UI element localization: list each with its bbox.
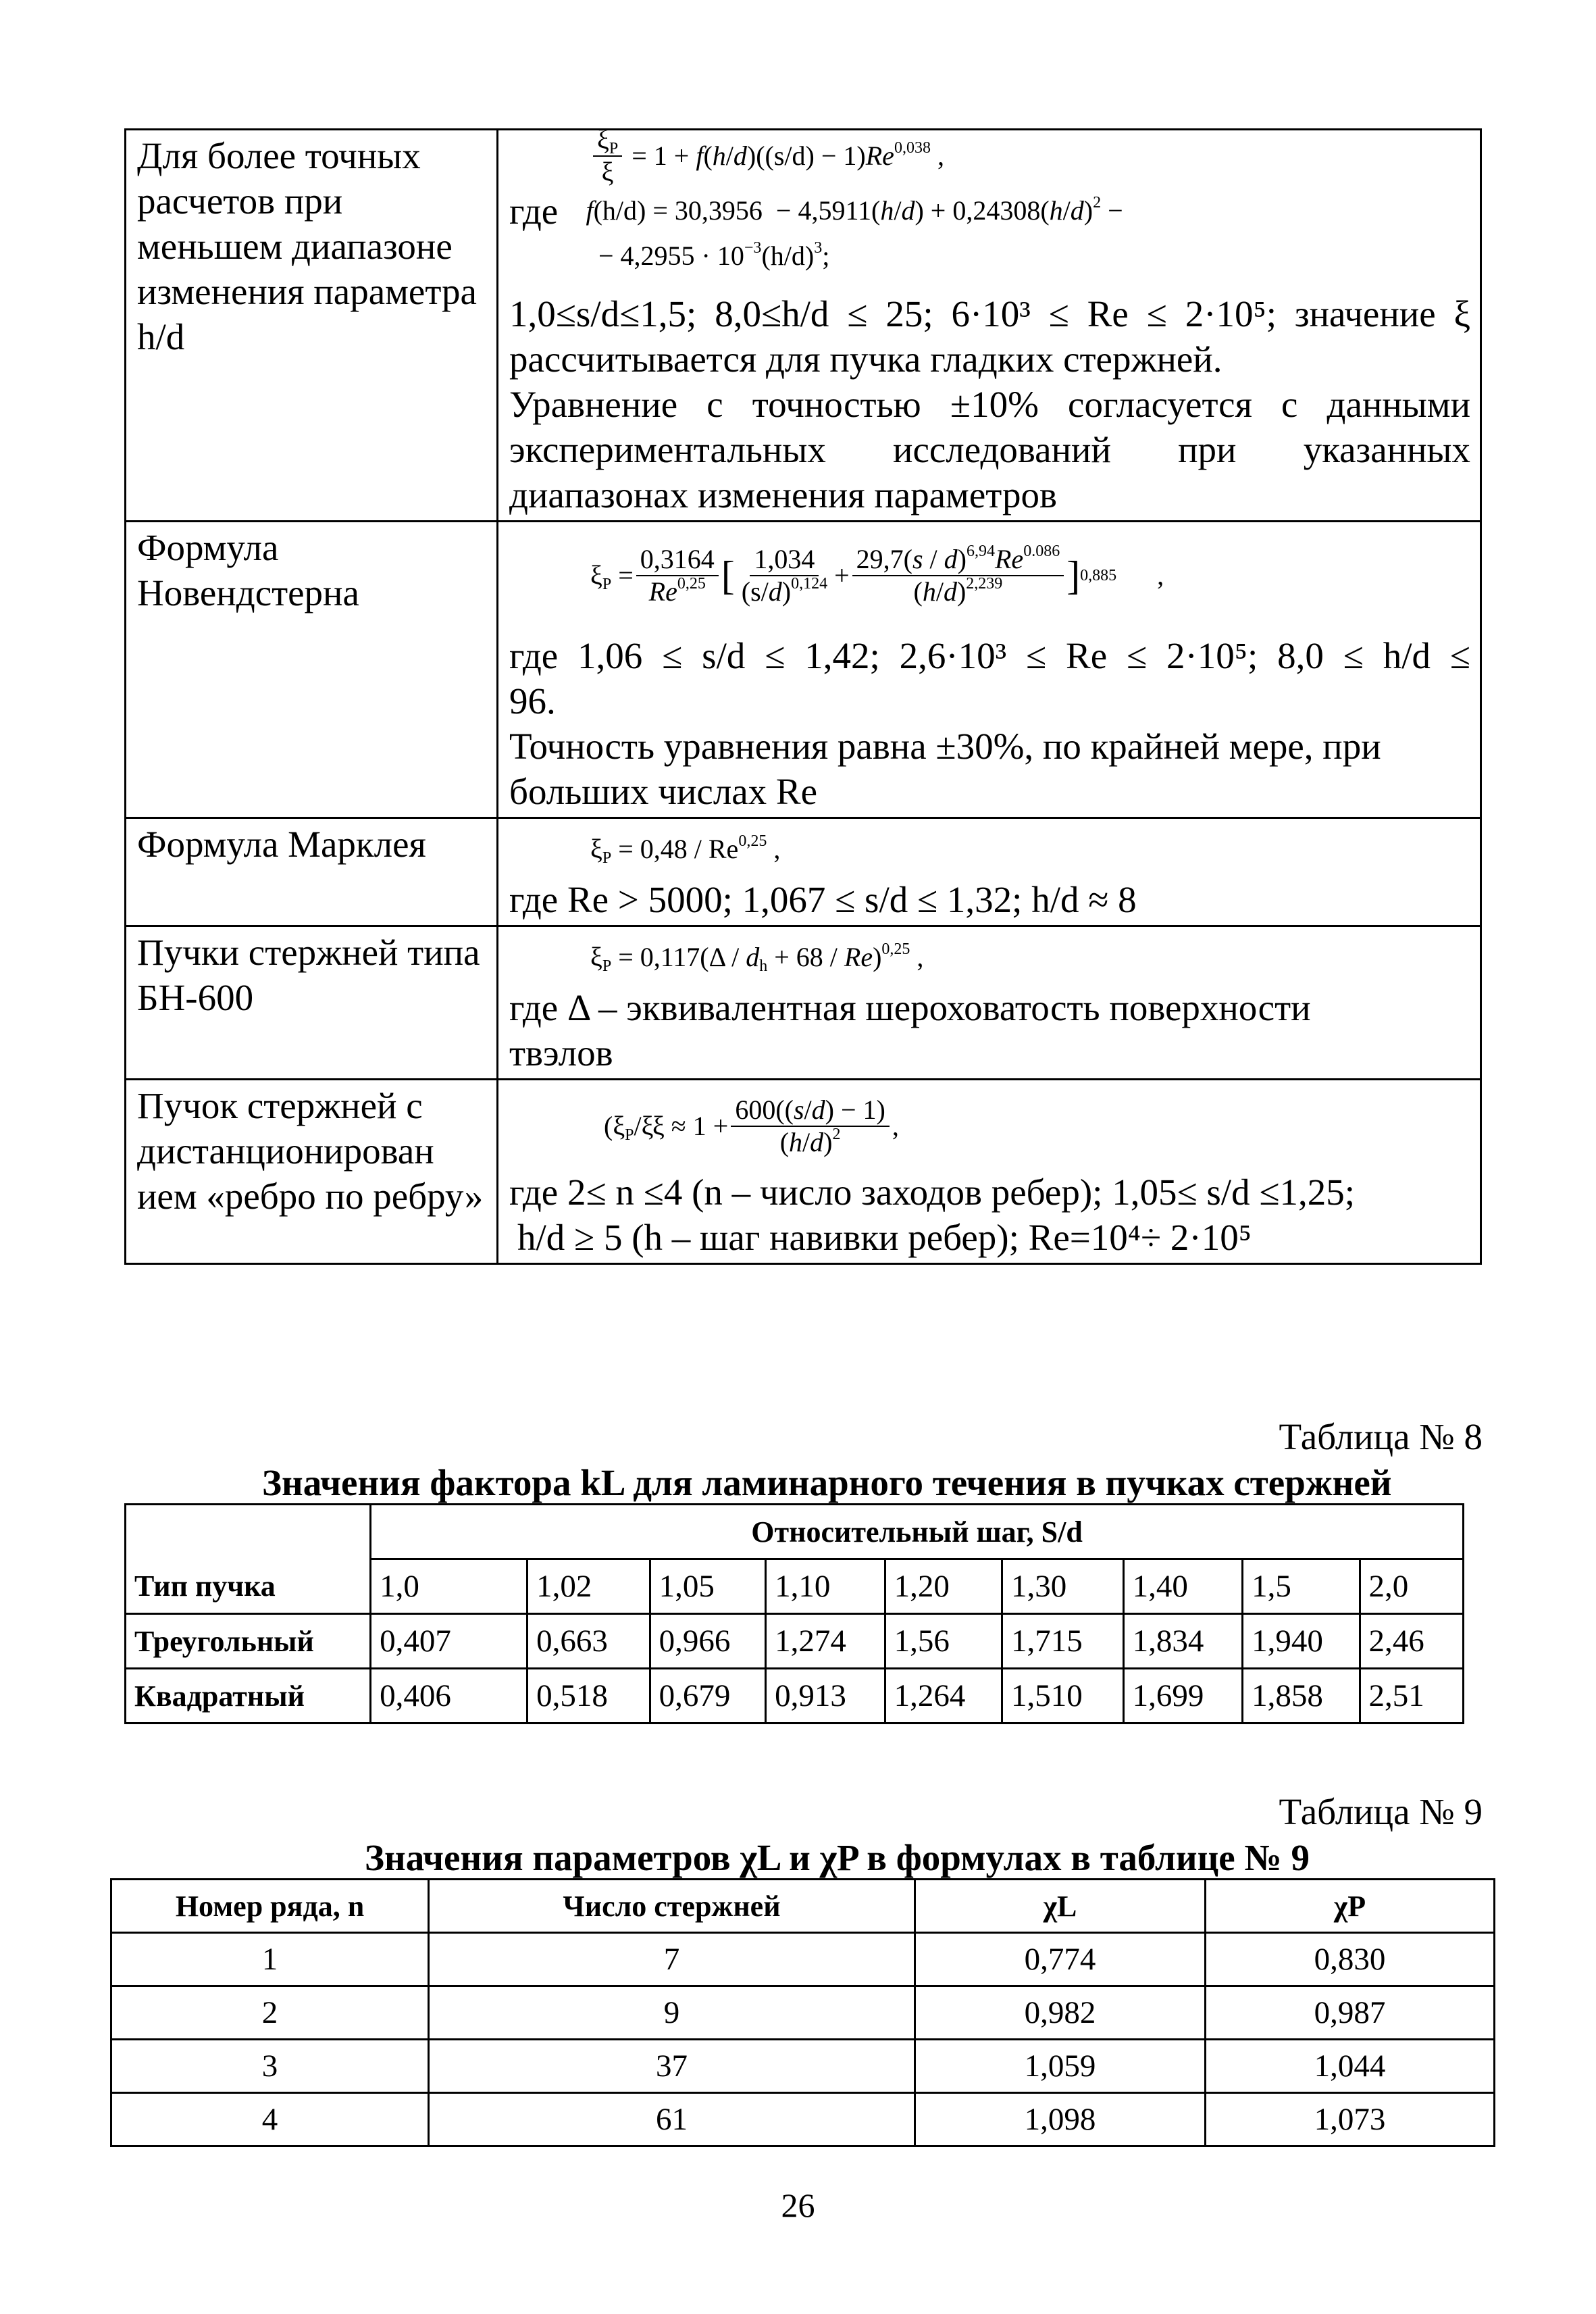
table9-number: Таблица № 9 [1279,1791,1483,1832]
table-row [111,1933,1495,1986]
table-cell: 0,966 [650,1614,765,1669]
row-label: Пучок стержней с дистанционирован ием «ребро по ребру» [126,1080,498,1264]
formula-conditions: где Δ – эквивалентная шероховатость поверхности [509,987,1311,1028]
table-row [111,1986,1495,2040]
table-cell: 1,699 [1123,1669,1243,1724]
column-header: Номер ряда, n [111,1880,429,1933]
formula-note: рассчитывается для пучка гладких стержней. [509,338,1222,380]
column-header: 1,20 [885,1559,1002,1614]
row-label: Формула Новендстерна [126,522,498,818]
table-row [111,2093,1495,2146]
column-header: 2,0 [1360,1559,1463,1614]
row-label: Формула Марклея [126,818,498,926]
column-header: 1,30 [1002,1559,1124,1614]
table-cell: 4 [111,2093,429,2146]
page-number: 26 [781,2186,815,2224]
column-header: χP [1206,1880,1495,1933]
column-header: 1,02 [527,1559,650,1614]
table-cell: 1,715 [1002,1614,1124,1669]
table-row [126,1614,1464,1669]
table-row [126,130,1481,522]
column-header: 1,05 [650,1559,765,1614]
formula-accuracy-2: экспериментальных исследований при указанных [509,429,1470,470]
formula-conditions: 1,0≤s/d≤1,5; 8,0≤h/d ≤ 25; 6·10³ ≤ Re ≤ 2·10⁵; значение ξ [509,293,1470,334]
table-cell: 0,830 [1206,1933,1495,1986]
column-header: 1,5 [1243,1559,1360,1614]
formula-where: где $f(h/d) = 30,3956 - 4,5911(h/d) + 0,24308(h/d)^2$ − [509,190,1123,232]
row-label: Пучки стержней типа БН-600 [126,926,498,1080]
row-content [498,926,1481,1080]
formula-conditions-cont: h/d ≥ 5 (h – шаг навивки ребер); Re=10⁴÷ 2·10⁵ [517,1217,1252,1258]
column-header: Число стержней [429,1880,915,1933]
row-label: Для более точных расчетов при меньшем диапазоне изменения параметра h/d [126,130,498,522]
formula-conditions: где 1,06 ≤ s/d ≤ 1,42; 2,6·10³ ≤ Re ≤ 2·10⁵; 8,0 ≤ h/d ≤ [509,635,1470,676]
table-cell: 1,510 [1002,1669,1124,1724]
row-name: Треугольный [126,1614,371,1669]
row-name: Квадратный [126,1669,371,1724]
table-cell: 0,982 [915,1986,1206,2040]
table-cell: 1,044 [1206,2040,1495,2093]
table-cell: 2,46 [1360,1614,1463,1669]
row-header: Тип пучка [126,1505,371,1614]
table-cell: 1 [111,1933,429,1986]
table-cell: 0,774 [915,1933,1206,1986]
formula-accuracy: Уравнение с точностью ±10% согласуется с данными [509,384,1470,425]
table-header-row [126,1505,1464,1559]
table-row [111,2040,1495,2093]
table9 [110,1878,1495,2147]
table8 [124,1503,1464,1724]
formula-accuracy-3: диапазонах изменения параметров [509,474,1057,515]
table-cell: 1,940 [1243,1614,1360,1669]
table-cell: 1,073 [1206,2093,1495,2146]
table-cell: 2 [111,1986,429,2040]
group-header: Относительный шаг, S/d [371,1505,1464,1559]
column-header: 1,0 [371,1559,527,1614]
table8-number: Таблица № 8 [1279,1416,1483,1457]
formula: $\xi_P = 0,48 / Re^{0,25}$ , [590,832,781,867]
formula-conditions-cont: твэлов [509,1032,613,1074]
table-cell: 1,274 [766,1614,885,1669]
table-cell: 0,518 [527,1669,650,1724]
formula: $\frac{\xi_P}{\xi}$ = 1 + f(h/d)((s/d) − 1)Re$^{0,038}$ , [509,133,1470,179]
formula-table [124,124,1482,1265]
column-header: 1,40 [1123,1559,1243,1614]
row-content [498,818,1481,926]
column-header: 1,10 [766,1559,885,1614]
table-row [126,1669,1464,1724]
table-cell: 1,264 [885,1669,1002,1724]
table-cell: 1,059 [915,2040,1206,2093]
formula-conditions-cont: 96. [509,680,556,722]
table-cell: 0,913 [766,1669,885,1724]
table-row [126,926,1481,1080]
table-cell: 1,098 [915,2093,1206,2146]
formula-conditions: где Re > 5000; 1,067 ≤ s/d ≤ 1,32; h/d ≈ 8 [509,879,1137,920]
table-cell: 9 [429,1986,915,2040]
table-cell: 0,663 [527,1614,650,1669]
table-cell: 1,858 [1243,1669,1360,1724]
table-cell: 7 [429,1933,915,1986]
table-cell: 1,56 [885,1614,1002,1669]
table8-title: Значения фактора kL для ламинарного течения в пучках стержней [262,1462,1392,1503]
table-cell: 0,407 [371,1614,527,1669]
formula-accuracy: Точность уравнения равна ±30%, по крайней мере, при [509,726,1381,767]
table-cell: 0,987 [1206,1986,1495,2040]
table-cell: 2,51 [1360,1669,1463,1724]
formula-continuation: − $4,2955 \cdot 10^{-3}(h/d)^3$; [598,239,830,271]
column-header: χL [915,1880,1206,1933]
table-cell: 3 [111,2040,429,2093]
table-cell: 0,679 [650,1669,765,1724]
table-row [126,1080,1481,1264]
table-cell: 37 [429,2040,915,2093]
table-cell: 0,406 [371,1669,527,1724]
table-cell: 61 [429,2093,915,2146]
row-content [498,1080,1481,1264]
row-content [498,124,1481,522]
formula: ($\xi_P/\xi\xi \approx 1$ + $\frac{600((s/d) - 1)}{(h/d)^2}$ , [604,1095,899,1157]
table-row [126,522,1481,818]
table9-title: Значения параметров χL и χP в формулах в таблице № 9 [365,1837,1310,1878]
formula-conditions: где 2≤ n ≤4 (n – число заходов ребер); 1,05≤ s/d ≤1,25; [509,1172,1356,1213]
table-row [126,818,1481,926]
formula: $\xi_P = 0,117(\Delta / d_h + 68 / Re)^{0,25}$ , [590,940,924,976]
formula-accuracy-2: больших числах Re [509,771,818,812]
row-content [498,522,1481,818]
formula: $\xi_P$ = $\frac{0,3164}{Re^{0,25}}$ [ $\frac{1,034}{(s/d)^{0,124}}$ + $\frac{29,7(s / d)^{6,94}Re^{0.086}}{(h/d)^{2,239}}$ ] 0,885 , [590,543,1164,607]
table-cell: 1,834 [1123,1614,1243,1669]
table-header-row [111,1880,1495,1933]
